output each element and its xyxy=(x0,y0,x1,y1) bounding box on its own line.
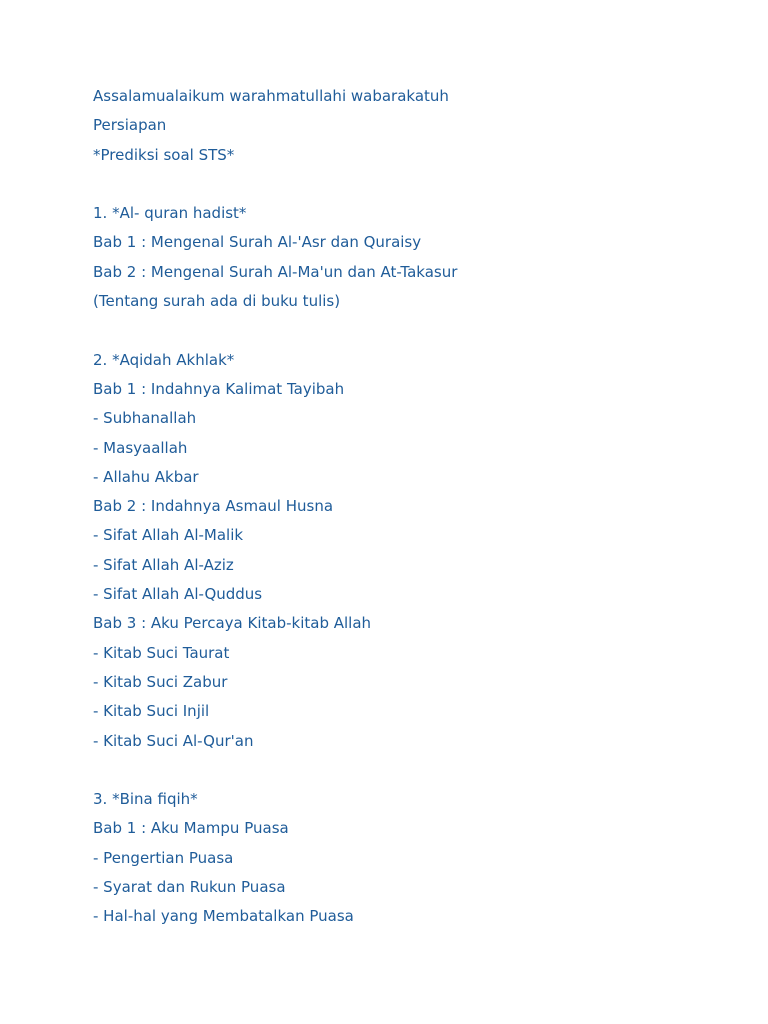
section-line: (Tentang surah ada di buku tulis) xyxy=(93,292,341,311)
section-title: 1. *Al- quran hadist* xyxy=(93,204,247,223)
section-line: - Kitab Suci Al-Qur'an xyxy=(93,731,254,750)
section-line: - Syarat dan Rukun Puasa xyxy=(93,878,286,897)
section-line: - Pengertian Puasa xyxy=(93,848,234,867)
section-line: Bab 1 : Indahnya Kalimat Tayibah xyxy=(93,379,345,398)
section-line: - Sifat Allah Al-Quddus xyxy=(93,585,263,604)
section-line: - Sifat Allah Al-Malik xyxy=(93,526,244,545)
section-line: Bab 2 : Mengenal Surah Al-Ma'un dan At-Takasur xyxy=(93,262,458,281)
intro-text: Persiapan xyxy=(93,116,167,135)
section-line: Bab 2 : Indahnya Asmaul Husna xyxy=(93,497,334,516)
spacer xyxy=(93,759,733,788)
spacer xyxy=(93,173,733,202)
section-aqidah-akhlak xyxy=(93,349,733,759)
section-line: - Hal-hal yang Membatalkan Puasa xyxy=(93,907,354,926)
document-body xyxy=(93,85,733,935)
greeting-text: Assalamualaikum warahmatullahi wabarakatuh xyxy=(93,87,449,105)
section-line: - Masyaallah xyxy=(93,438,188,457)
section-al-quran-hadist xyxy=(93,202,733,319)
section-line: Bab 1 : Aku Mampu Puasa xyxy=(93,819,289,838)
section-line: - Subhanallah xyxy=(93,409,197,428)
section-line: - Allahu Akbar xyxy=(93,467,199,486)
section-line: - Kitab Suci Zabur xyxy=(93,672,228,691)
section-line: - Kitab Suci Injil xyxy=(93,702,210,721)
section-bina-fiqih xyxy=(93,788,733,934)
section-title: 3. *Bina fiqih* xyxy=(93,790,198,809)
section-line: - Sifat Allah Al-Aziz xyxy=(93,555,234,574)
section-title: 2. *Aqidah Akhlak* xyxy=(93,350,235,369)
section-line: Bab 1 : Mengenal Surah Al-'Asr dan Quraisy xyxy=(93,233,422,252)
section-line: - Kitab Suci Taurat xyxy=(93,643,230,662)
spacer xyxy=(93,319,733,348)
section-line: Bab 3 : Aku Percaya Kitab-kitab Allah xyxy=(93,614,372,633)
document-heading: *Prediksi soal STS* xyxy=(93,145,235,164)
